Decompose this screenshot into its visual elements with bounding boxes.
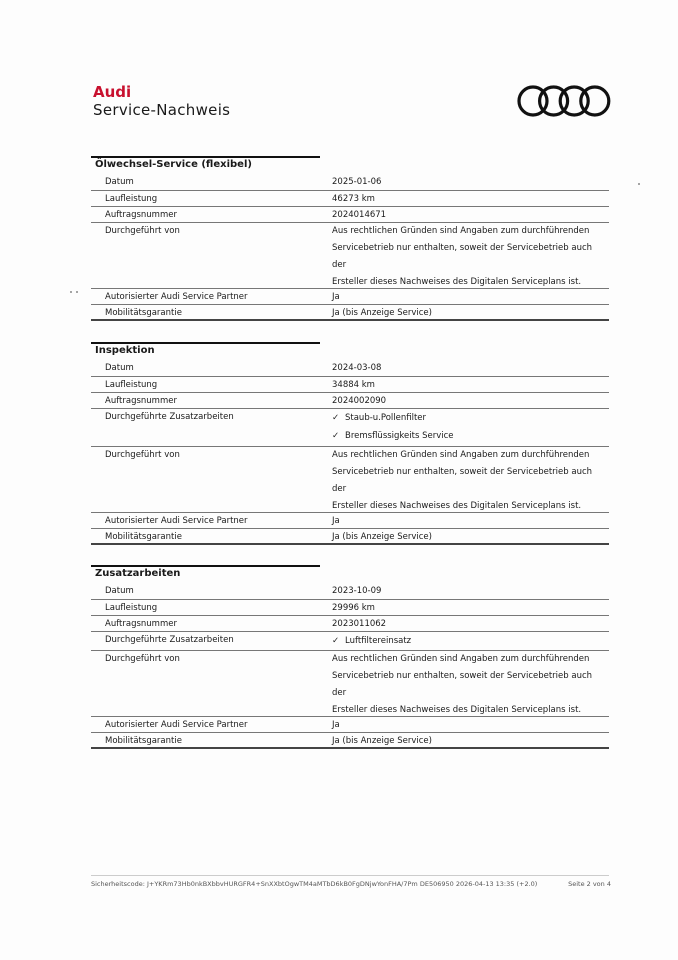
section-oelwechsel: [91, 156, 609, 321]
row-label: Datum: [105, 586, 134, 596]
row-label: Auftragsnummer: [105, 619, 177, 629]
section-title: Inspektion: [91, 342, 609, 360]
text-line: Aus rechtlichen Gründen sind Angaben zum durchführenden: [332, 654, 590, 664]
page-number: Seite 2 von 4: [568, 880, 611, 888]
row-value: Ja: [332, 516, 340, 526]
row-value: [332, 409, 602, 445]
row-value: Ja: [332, 292, 340, 302]
row-value: [332, 651, 602, 719]
text-line: Ersteller dieses Nachweises des Digitalen Serviceplans ist.: [332, 705, 582, 715]
row-value: 2024002090: [332, 396, 387, 406]
row-datum: [91, 360, 609, 377]
row-label: Durchgeführt von: [105, 226, 180, 236]
row-value: [332, 447, 602, 515]
row-service-partner: [91, 717, 609, 733]
row-auftragsnummer: [91, 207, 609, 223]
row-label: Auftragsnummer: [105, 210, 177, 220]
text-line: Aus rechtlichen Gründen sind Angaben zum durchführenden: [332, 226, 590, 236]
brand-name: Audi: [93, 83, 132, 101]
row-mobilitaetsgarantie: [91, 529, 609, 545]
row-zusatzarbeiten: [91, 409, 609, 447]
section-inspektion: [91, 342, 609, 545]
row-label: Datum: [105, 177, 134, 187]
row-value: Ja (bis Anzeige Service): [332, 532, 432, 542]
row-label: Durchgeführte Zusatzarbeiten: [105, 412, 234, 422]
row-label: Autorisierter Audi Service Partner: [105, 292, 248, 302]
checklist-item: ✓ Staub-u.Pollenfilter: [332, 409, 602, 427]
row-durchgefuehrt-von: [91, 651, 609, 717]
row-value: Ja: [332, 720, 340, 730]
scan-speck: [638, 183, 640, 185]
checkmark-icon: ✓: [332, 636, 340, 646]
row-label: Auftragsnummer: [105, 396, 177, 406]
row-datum: [91, 174, 609, 191]
row-value: 2024014671: [332, 210, 387, 220]
row-value: 2024-03-08: [332, 363, 382, 373]
row-laufleistung: [91, 600, 609, 616]
scan-speck: [70, 291, 72, 293]
audi-rings-logo-icon: [516, 83, 612, 119]
section-title: Ölwechsel-Service (flexibel): [91, 156, 609, 174]
text-line: Servicebetrieb nur enthalten, soweit der Servicebetrieb auch der: [332, 243, 593, 270]
row-label: Mobilitätsgarantie: [105, 736, 182, 746]
row-datum: [91, 583, 609, 600]
row-value: [332, 223, 602, 291]
row-laufleistung: [91, 377, 609, 393]
row-label: Laufleistung: [105, 603, 158, 613]
text-line: Aus rechtlichen Gründen sind Angaben zum durchführenden: [332, 450, 590, 460]
row-label: Datum: [105, 363, 134, 373]
row-value: Ja (bis Anzeige Service): [332, 736, 432, 746]
row-durchgefuehrt-von: [91, 223, 609, 289]
row-label: Mobilitätsgarantie: [105, 308, 182, 318]
row-value: 2023-10-09: [332, 586, 382, 596]
section-title: Zusatzarbeiten: [91, 565, 609, 583]
row-zusatzarbeiten: [91, 632, 609, 651]
checkmark-icon: ✓: [332, 413, 340, 423]
row-value: [332, 632, 602, 650]
row-label: Autorisierter Audi Service Partner: [105, 720, 248, 730]
row-value: 2023011062: [332, 619, 387, 629]
row-label: Laufleistung: [105, 380, 158, 390]
row-label: Autorisierter Audi Service Partner: [105, 516, 248, 526]
row-value: 29996 km: [332, 603, 375, 613]
row-label: Durchgeführt von: [105, 450, 180, 460]
row-service-partner: [91, 513, 609, 529]
document-title: Service-Nachweis: [93, 101, 231, 119]
checklist-item: ✓ Bremsflüssigkeits Service: [332, 427, 602, 445]
section-zusatzarbeiten: [91, 565, 609, 749]
row-value: 2025-01-06: [332, 177, 382, 187]
scan-speck: [76, 291, 78, 293]
row-value: Ja (bis Anzeige Service): [332, 308, 432, 318]
security-code: Sicherheitscode: J+YKRm73Hb0nkBXbbvHURGFR4+SnXXbtOgwTM4aMTbD6kB0FgDNjwYonFHA/7Pm DE506950 2026-04-13 13:35 (+2.0): [91, 880, 538, 888]
row-label: Durchgeführt von: [105, 654, 180, 664]
footer-divider: [91, 875, 609, 876]
row-label: Laufleistung: [105, 194, 158, 204]
row-mobilitaetsgarantie: [91, 733, 609, 749]
row-durchgefuehrt-von: [91, 447, 609, 513]
row-laufleistung: [91, 191, 609, 207]
row-label: Mobilitätsgarantie: [105, 532, 182, 542]
row-value: 34884 km: [332, 380, 375, 390]
checkmark-icon: ✓: [332, 431, 340, 441]
row-label: Durchgeführte Zusatzarbeiten: [105, 635, 234, 645]
text-line: Servicebetrieb nur enthalten, soweit der Servicebetrieb auch der: [332, 671, 593, 698]
text-line: Ersteller dieses Nachweises des Digitalen Serviceplans ist.: [332, 501, 582, 511]
checklist-item: ✓ Luftfiltereinsatz: [332, 632, 602, 650]
text-line: Servicebetrieb nur enthalten, soweit der Servicebetrieb auch der: [332, 467, 593, 494]
text-line: Ersteller dieses Nachweises des Digitalen Serviceplans ist.: [332, 277, 582, 287]
row-mobilitaetsgarantie: [91, 305, 609, 321]
row-value: 46273 km: [332, 194, 375, 204]
row-auftragsnummer: [91, 616, 609, 632]
row-auftragsnummer: [91, 393, 609, 409]
row-service-partner: [91, 289, 609, 305]
